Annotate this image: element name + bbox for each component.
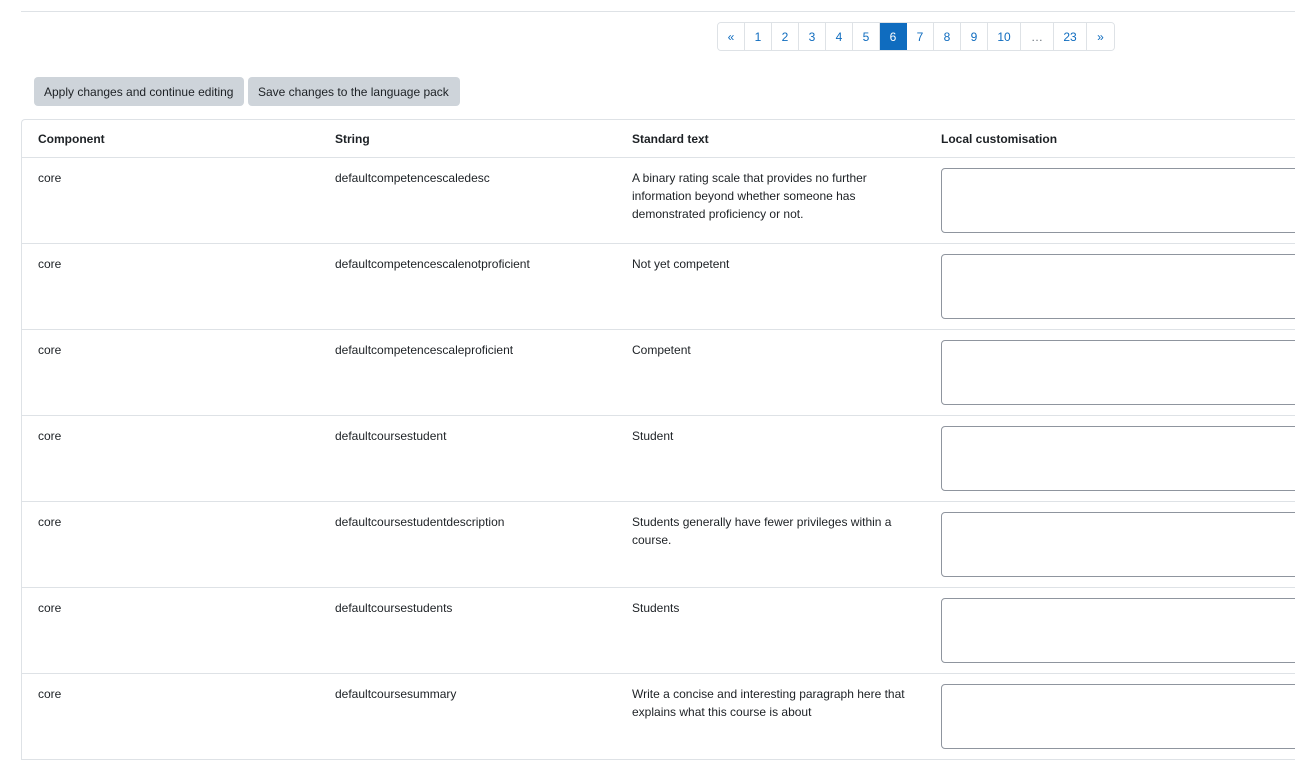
- page-link-8[interactable]: 8: [934, 23, 961, 50]
- cell-standard-text: Students generally have fewer privileges within a course.: [632, 515, 892, 547]
- cell-component: core: [38, 343, 62, 357]
- cell-component: core: [38, 429, 62, 443]
- table-row: [22, 588, 1295, 674]
- cell-standard-text: Competent: [632, 343, 691, 357]
- cell-component: core: [38, 515, 62, 529]
- pagination: [717, 22, 1115, 51]
- cell-component: core: [38, 601, 62, 615]
- page-next-link[interactable]: »: [1087, 23, 1114, 50]
- page-link-current[interactable]: 6: [880, 23, 907, 50]
- table-row: [22, 330, 1295, 416]
- table-row: [22, 416, 1295, 502]
- page-ellipsis: …: [1021, 23, 1054, 50]
- page-link-2[interactable]: 2: [772, 23, 799, 50]
- table-header: [22, 120, 1295, 158]
- page-first-link[interactable]: «: [718, 23, 745, 50]
- header-standard-text: Standard text: [632, 132, 709, 146]
- page-link-9[interactable]: 9: [961, 23, 988, 50]
- table-row: [22, 502, 1295, 588]
- page-link-3[interactable]: 3: [799, 23, 826, 50]
- page-link-4[interactable]: 4: [826, 23, 853, 50]
- cell-string-id: defaultcoursestudentdescription: [335, 515, 505, 529]
- cell-standard-text: A binary rating scale that provides no further information beyond whether someone has demonstrated proficiency or not.: [632, 171, 867, 221]
- page-link-last[interactable]: 23: [1054, 23, 1087, 50]
- cell-string-id: defaultcompetencescalenotproficient: [335, 257, 530, 271]
- cell-component: core: [38, 171, 62, 185]
- save-language-pack-button[interactable]: Save changes to the language pack: [248, 77, 460, 106]
- cell-component: core: [38, 687, 62, 701]
- cell-string-id: defaultcoursesummary: [335, 687, 457, 701]
- local-customisation-input[interactable]: [941, 254, 1295, 319]
- cell-standard-text: Student: [632, 429, 674, 443]
- local-customisation-input[interactable]: [941, 684, 1295, 749]
- cell-local: [941, 168, 1295, 238]
- cell-standard-text: Write a concise and interesting paragraph here that explains what this course is about: [632, 687, 905, 719]
- cell-local: [941, 426, 1295, 496]
- page-link-1[interactable]: 1: [745, 23, 772, 50]
- cell-string-id: defaultcoursestudents: [335, 601, 453, 615]
- top-divider: [21, 11, 1295, 12]
- local-customisation-input[interactable]: [941, 426, 1295, 491]
- local-customisation-input[interactable]: [941, 340, 1295, 405]
- local-customisation-input[interactable]: [941, 168, 1295, 233]
- table-row: [22, 158, 1295, 244]
- cell-string-id: defaultcompetencescaledesc: [335, 171, 490, 185]
- table-row: [22, 244, 1295, 330]
- cell-local: [941, 598, 1295, 668]
- cell-standard-text: Not yet competent: [632, 257, 730, 271]
- local-customisation-input[interactable]: [941, 598, 1295, 663]
- header-component: Component: [38, 132, 105, 146]
- table-row: [22, 674, 1295, 760]
- local-customisation-input[interactable]: [941, 512, 1295, 577]
- customisation-table: [21, 119, 1295, 760]
- cell-string-id: defaultcoursestudent: [335, 429, 447, 443]
- cell-component: core: [38, 257, 62, 271]
- cell-local: [941, 340, 1295, 410]
- cell-local: [941, 254, 1295, 324]
- cell-string-id: defaultcompetencescaleproficient: [335, 343, 514, 357]
- cell-local: [941, 512, 1295, 582]
- page-link-5[interactable]: 5: [853, 23, 880, 50]
- apply-continue-button[interactable]: Apply changes and continue editing: [34, 77, 244, 106]
- cell-standard-text: Students: [632, 601, 680, 615]
- header-string: String: [335, 132, 370, 146]
- page-link-7[interactable]: 7: [907, 23, 934, 50]
- page-link-10[interactable]: 10: [988, 23, 1021, 50]
- header-local-customisation: Local customisation: [941, 132, 1058, 146]
- cell-local: [941, 684, 1295, 754]
